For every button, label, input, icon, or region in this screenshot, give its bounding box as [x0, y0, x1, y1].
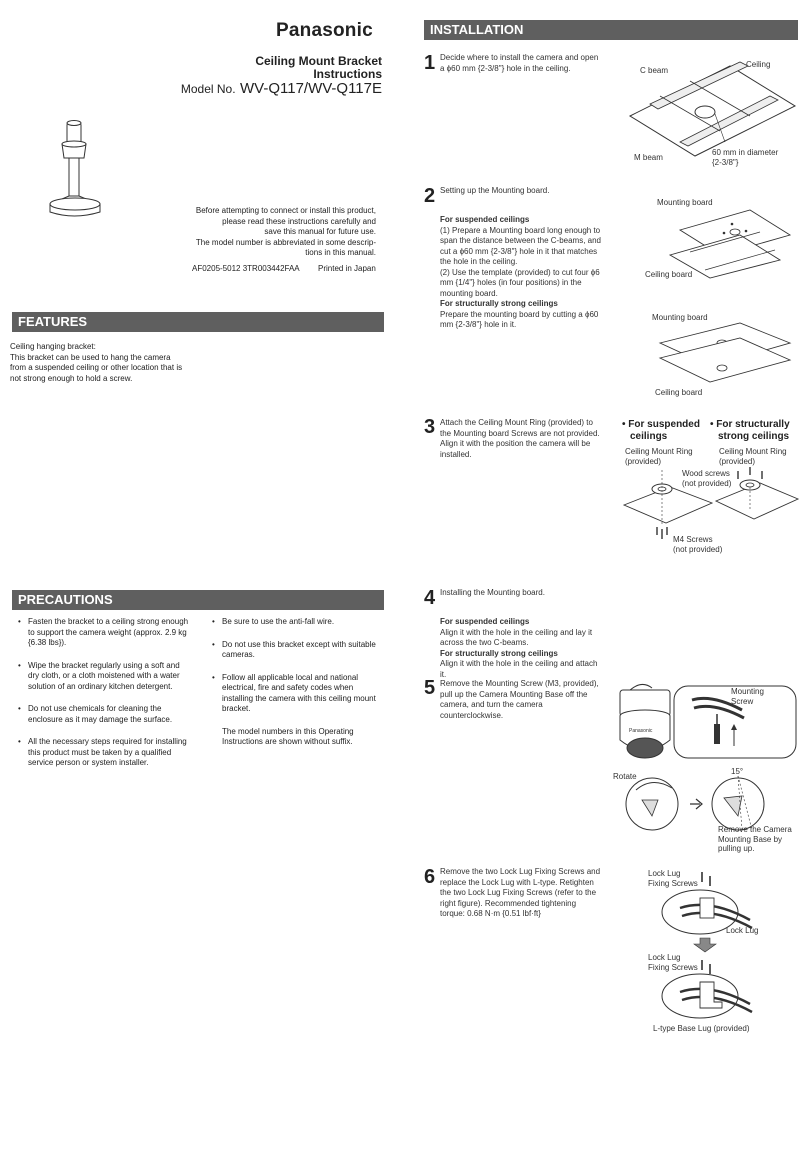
intro-line: Before attempting to connect or install this product, — [195, 206, 376, 215]
precaution-item: • Do not use this bracket except with suitable cameras. — [222, 640, 384, 661]
step-2-sub2: For structurally strong ceilings — [440, 299, 558, 308]
precaution-item: • Fasten the bracket to a ceiling strong enough to support the camera weight (approx. 2.9 kg {6.38 lbs}). — [28, 617, 190, 649]
ceiling-label: Ceiling — [746, 60, 771, 69]
ring-label-left — [625, 447, 693, 466]
ring-label-right — [719, 447, 787, 466]
document-code: AF0205-5012 3TR003442FAA — [192, 264, 300, 273]
m4-screws-label — [673, 535, 722, 554]
brand-logo: Panasonic — [276, 20, 373, 41]
remove-base-label — [718, 825, 792, 854]
ring-line: Ceiling Mount Ring — [625, 447, 693, 456]
precaution-item: • Follow all applicable local and national electrical, fire and safety codes when installing the camera with this ceiling mount bracket. — [222, 673, 384, 715]
c-beam-label: C beam — [640, 66, 669, 75]
model-line — [181, 80, 382, 98]
precautions-heading: PRECAUTIONS — [12, 590, 384, 610]
diameter-line: 60 mm in diameter — [712, 148, 779, 157]
ring-line: (provided) — [625, 456, 662, 466]
document-title-line1: Ceiling Mount Bracket — [255, 54, 382, 68]
precaution-item: • Be sure to use the anti-fall wire. — [222, 617, 384, 628]
step-4-text2: Align it with the hole in the ceiling and attach it. — [440, 659, 598, 679]
features-line: from a suspended ceiling or other location that is — [10, 363, 183, 372]
precautions-left — [18, 617, 190, 781]
step-2-item1: (1) Prepare a Mounting board long enough to span the distance between the C-beams, and cut a ϕ60 mm {2-3/8"} hole in it that matches the hole in the ceiling. — [440, 225, 601, 266]
mounting-screw-label — [731, 687, 764, 706]
step-5-text: Remove the Mounting Screw (M3, provided), pull up the Camera Mounting Base off the camera, and turn the camera counterclockwise. — [440, 679, 599, 720]
printed-in: Printed in Japan — [318, 264, 376, 273]
step-1-number: 1 — [424, 52, 436, 74]
mounting-board-suspended-illustration — [640, 200, 800, 280]
remove-line: Remove the Camera — [718, 825, 792, 834]
model-number: WV-Q117/WV-Q117E — [240, 80, 382, 97]
mounting-board-label: Mounting board — [657, 198, 713, 207]
heading-line: • For suspended — [622, 419, 700, 430]
step-5-number: 5 — [424, 677, 436, 699]
ms-line: Screw — [731, 696, 754, 706]
intro-line: The model number is abbreviated in some descrip- — [195, 237, 376, 247]
document-title-line2: Instructions — [313, 67, 382, 81]
intro-line: save this manual for future use. — [264, 227, 376, 236]
l-type-base-lug-label: L-type Base Lug (provided) — [653, 1024, 750, 1033]
m4-line: M4 Screws — [673, 535, 713, 544]
step-2-intro: Setting up the Mounting board. — [440, 186, 550, 195]
features-heading: FEATURES — [12, 312, 384, 332]
step-4-body — [440, 617, 602, 680]
mounting-board-label-2: Mounting board — [652, 313, 708, 322]
mounting-board-strong-illustration — [640, 318, 800, 388]
step-6-text: Remove the two Lock Lug Fixing Screws and replace the Lock Lug with L-type. Retighten the two Lock Lug Fixing Screws (refer to the right figure). Recommended tightening torque: 0.68 N·m {0.51 lbf·ft} — [440, 867, 601, 918]
remove-line: pulling up. — [718, 844, 755, 853]
ceiling-board-label-2: Ceiling board — [655, 388, 703, 397]
llf-line: Fixing Screws — [648, 878, 698, 888]
precaution-item: • All the necessary steps required for installing this product must be taken by a qualified service person or system installer. — [28, 737, 190, 769]
installation-heading: INSTALLATION — [424, 20, 798, 40]
step-3-number: 3 — [424, 416, 436, 438]
ms-line: Mounting — [731, 687, 764, 696]
step-4-intro: Installing the Mounting board. — [440, 588, 545, 597]
heading-line: • For structurally — [710, 419, 790, 430]
rotate-label: Rotate — [613, 772, 637, 781]
lock-lug-illustration — [650, 868, 800, 1028]
diameter-line: {2-3/8"} — [712, 157, 739, 167]
step-4-number: 4 — [424, 587, 436, 609]
ring-line: (provided) — [719, 456, 756, 466]
lock-lug-label: Lock Lug — [726, 926, 759, 935]
step-3-heading-suspended — [622, 419, 700, 443]
step-4-text1: Align it with the hole in the ceiling and lay it across the two C-beams. — [440, 627, 593, 647]
ring-line: Ceiling Mount Ring — [719, 447, 787, 456]
step-2-sub1: For suspended ceilings — [440, 215, 530, 224]
precaution-item: • Wipe the bracket regularly using a soft and dry cloth, or a cloth moistened with a water solution of an ordinary kitchen detergent. — [28, 661, 190, 693]
wood-line: (not provided) — [682, 478, 732, 488]
step-3-text: Attach the Ceiling Mount Ring (provided) to the Mounting board Screws are not provided. Align it with the position the camera will be installed. — [440, 418, 600, 459]
camera-brand-label: Panasonic — [629, 728, 653, 734]
lock-lug-fixing-label-2 — [648, 953, 698, 972]
step-2-item3: Prepare the mounting board by cutting a ϕ60 mm {2-3/8"} hole in it. — [440, 309, 599, 329]
m-beam-label: M beam — [634, 153, 663, 162]
llf-line: Lock Lug — [648, 953, 681, 962]
heading-line: strong ceilings — [718, 431, 790, 442]
heading-line: ceilings — [630, 431, 668, 442]
diameter-label — [712, 148, 778, 167]
step-1-text: Decide where to install the camera and open a ϕ60 mm {2-3/8"} hole in the ceiling. — [440, 53, 599, 73]
features-text — [10, 342, 190, 384]
ring-attachment-illustration — [620, 465, 800, 540]
features-line: Ceiling hanging bracket: — [10, 342, 96, 351]
llf-line: Lock Lug — [648, 869, 681, 878]
wood-line: Wood screws — [682, 469, 730, 478]
camera-base-illustration — [612, 680, 802, 835]
features-line: This bracket can be used to hang the camera — [10, 352, 171, 362]
step-2-body — [440, 215, 602, 331]
intro-line: please read these instructions carefully and — [222, 216, 376, 226]
model-prefix: Model No. — [180, 82, 236, 96]
precautions-right — [212, 617, 384, 748]
step-2-item2: (2) Use the template (provided) to cut four ϕ6 mm {1/4"} holes (in four positions) in the mounting board. — [440, 267, 600, 298]
bracket-illustration — [40, 118, 110, 223]
precaution-note: The model numbers in this Operating Instructions are shown without suffix. — [222, 726, 354, 746]
m4-line: (not provided) — [673, 544, 723, 554]
angle-label: 15° — [731, 767, 744, 776]
precaution-item: • Do not use chemicals for cleaning the enclosure as it may damage the surface. — [28, 704, 190, 725]
intro-paragraph — [136, 206, 376, 259]
llf-line: Fixing Screws — [648, 962, 698, 972]
step-4-sub2: For structurally strong ceilings — [440, 648, 558, 658]
step-4-sub1: For suspended ceilings — [440, 617, 530, 626]
step-6-number: 6 — [424, 866, 436, 888]
step-3-heading-strong — [710, 419, 790, 443]
step-2-number: 2 — [424, 185, 436, 207]
intro-line: tions in this manual. — [305, 248, 376, 257]
ceiling-board-label: Ceiling board — [645, 270, 693, 279]
features-line: not strong enough to hold a screw. — [10, 373, 133, 383]
remove-line: Mounting Base by — [718, 834, 783, 844]
